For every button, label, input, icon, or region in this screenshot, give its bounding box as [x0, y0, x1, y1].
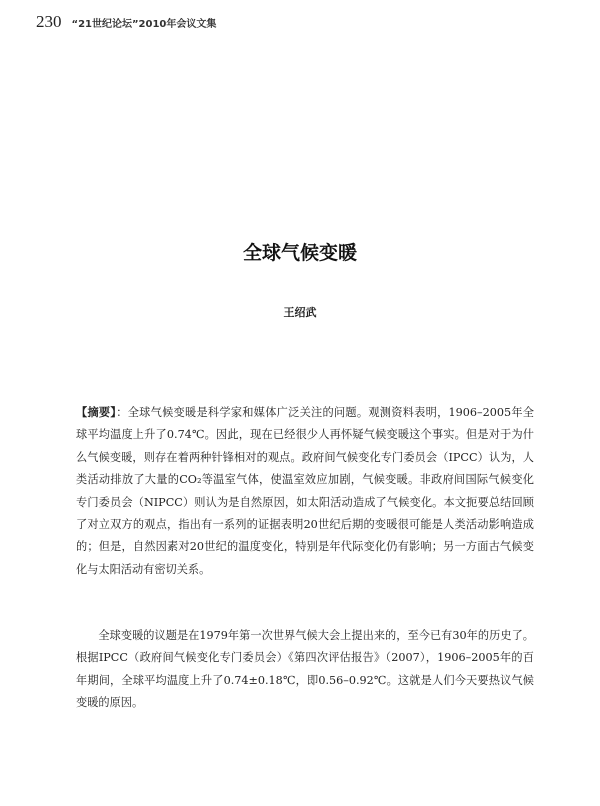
journal-title: “21世纪论坛”2010年会议文集	[71, 19, 217, 30]
page-number: 230	[36, 12, 62, 31]
abstract-text: ：全球气候变暖是科学家和媒体广泛关注的问题。观测资料表明，1906–2005年全球平均温度上升了0.74℃。因此，现在已经很少人再怀疑气候变暖这个事实。但是对于为什么气候变暖，则存在着两种针锋相对的观点。政府间气候变化专门委员会（IPCC）认为，人类活动排放了大量的CO₂等温室气体，使温室效应加剧，气候变暖。非政府间国际气候变化专门委员会（NIPCC）则认为是自然原因，如太阳活动造成了气候变化。本文扼要总结回顾了对立双方的观点，指出有一系列的证据表明20世纪后期的变暖很可能是人类活动影响造成的；但是，自然因素对20世纪的温度变化，特别是年代际变化仍有影响；另一方面古气候变化与太阳活动有密切关系。	[76, 406, 534, 576]
author-name: 王绍武	[283, 306, 317, 319]
body-paragraph: 全球变暖的议题是在1979年第一次世界气候大会上提出来的，至今已有30年的历史了。根据IPCC（政府间气候变化专门委员会）《第四次评估报告》（2007），1906–2005年的百年期间，全球平均温度上升了0.74±0.18℃，即0.56–0.92℃。这就是人们今天要热议气候变暖的原因。	[76, 629, 534, 710]
abstract	[76, 401, 534, 581]
abstract-label: 【摘要】	[76, 405, 117, 419]
running-header	[36, 12, 216, 32]
article-title: 全球气候变暖	[242, 242, 357, 264]
